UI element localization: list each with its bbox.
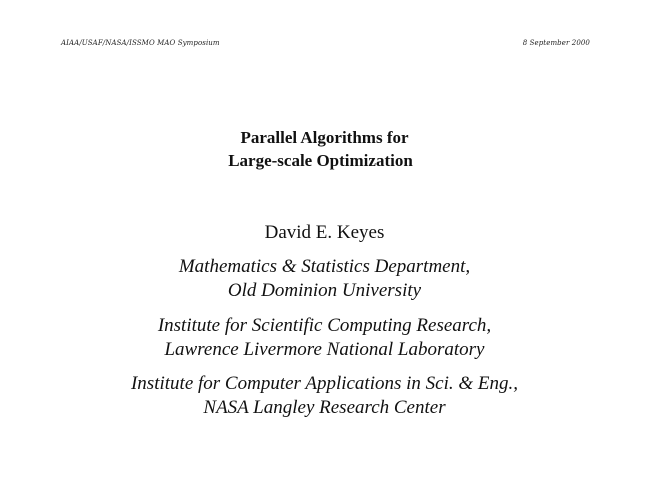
author-name: David E. Keyes (264, 222, 385, 243)
affiliation-nasa (0, 372, 649, 420)
running-header-date: 8 September 2000 (522, 39, 590, 47)
affiliation-institution: Lawrence Livermore National Laboratory (164, 339, 485, 360)
running-header-left: AIAA/USAF/NASA/ISSMO MAO Symposium (61, 39, 220, 47)
affiliation-odu (0, 255, 649, 303)
slide-title (0, 126, 649, 172)
affiliation-department: Institute for Scientific Computing Research, (157, 315, 492, 336)
affiliation-department: Mathematics & Statistics Department, (178, 256, 471, 277)
affiliation-institution: Old Dominion University (227, 280, 422, 301)
affiliation-department: Institute for Computer Applications in Sci. & Eng., (130, 373, 519, 394)
title-line-1: Parallel Algorithms for (240, 128, 409, 147)
affiliation-institution: NASA Langley Research Center (203, 397, 446, 418)
title-line-2: Large-scale Optimization (228, 151, 413, 170)
affiliation-llnl (0, 314, 649, 362)
